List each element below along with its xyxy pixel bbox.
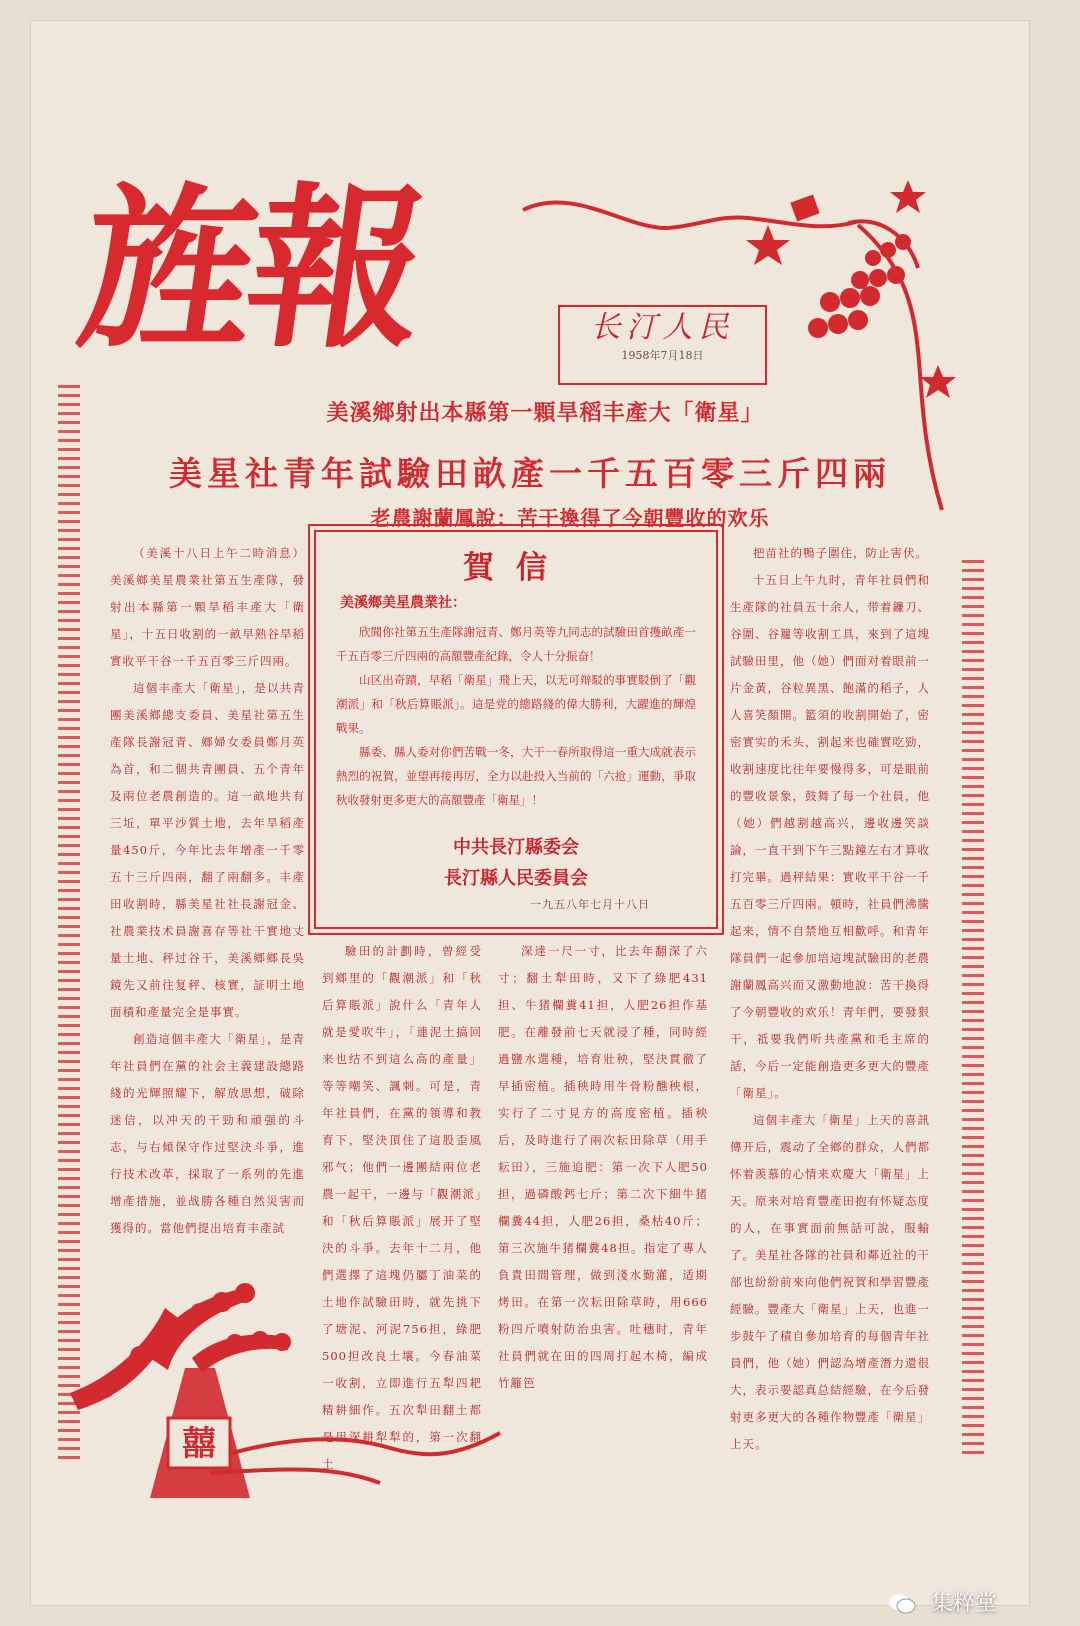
- masthead-title: 旌報: [67, 167, 431, 372]
- article-column-right: [730, 540, 930, 1480]
- headline-primary: 美溪鄉射出本縣第一顆旱稻丰產大「衛星」: [326, 400, 764, 426]
- watermark: [888, 1588, 1048, 1620]
- publisher-name: 长汀人民: [590, 310, 735, 345]
- article-paragraph: 驗田的計劃時，曾經受到鄉里的「觀潮派」和「秋后算賬派」說什么「青年人就是愛吹牛」，「連泥土搞回来也结不到這么高的產量」等等嘲笑、諷刺。可是，青年社員們，在黨的領導和教育下，堅決頂住了這股歪風邪气；他們一邊團結兩位老農一起干，一邊与「觀潮派」和「秋后算賬派」展开了堅決的斗爭。去年十二月，他們選擇了這塊仍屬丁油菜的土地作試驗田時，就先挑下了塘泥、河泥756担，綠肥500担改良土壤。今春油菜一收割，立即進行五犁四耙精耕細作。五次犁田翻土都是用深耕犁犁的，第一次翻土: [322, 944, 482, 1471]
- article-paragraph: 這個丰產大「衛星」上天的喜訊傳开后，震动了全鄉的群众，人們都怀着羨慕的心情来欢慶大「衛星」上天。原来对培育豐產田抱有怀疑态度的人，在事實面前無話可說，服輸了。美星社各隊的社員和鄰近社的干部也紛紛前來向他們祝賀和學習豐產經驗。豐產大「衛星」上天，也進一步鼓午了積自參加培育的每個青年社員們，他（她）們認為增產潛力還很大，表示要認真总結經驗，在今后發射更多更大的各種作物豐產「衛星」上天。: [730, 1113, 930, 1451]
- harvest-sheaf-decoration: [50, 1228, 520, 1508]
- letter-signer: 中共長汀縣委会: [453, 837, 579, 858]
- issue-date: 1958年7月18日: [621, 349, 704, 362]
- article-paragraph: 十五日上午九时，青年社員們和生產隊的社員五十余人，带着鐮刀、谷圍、谷籮等收割工具，來到了這塊試驗田里，他（她）們面对着眼前一片金黃，谷粒異黑、飽滿的稻子，人人喜笑顏開。籃須的收割開始了，密密實实的禾头，割起来也確實吃勁，收割速度比往年要慢得多，可是眼前的豐收景象，鼓舞了每一个社員，他（她）們越割越高兴，邊收邊笑談論，一直干到下午三點鐘左右才算收打完畢。過秤結果：實收平干谷一千五百零三斤四兩。頓時，社員們沸騰起来，情不自禁地互相歡呼。和青年隊員們一起參加培這塊試驗田的老農謝蘭鳳高兴而又激動地說：苦干換得了今朝豐收的欢乐！青年們，要發狠干，祗要我們听共產黨和毛主席的話，今后一定能創造更多更大的豐產「衛星」。: [730, 573, 930, 1100]
- article-paragraph: （美溪十八日上午二時消息）美溪鄉美星農業社第五生產隊，發射出本縣第一顆旱稻丰產大「衛星」，十五日收割的一畝早熟谷旱稻實收平干谷一千五百零三斤四兩。: [110, 546, 305, 668]
- article-paragraph: 這個丰產大「衛星」，是以共青團美溪鄉總支委員、美星社第五生產隊長謝冠青、鄉婦女委員鄭月英為首，和二個共青團員、五个青年及兩位老農創造的。這一畝地共有三坵，單平沙質土地，去年旱稻產量450斤，今年比去年增產一千零五十三斤四兩，翻了兩翻多。丰產田收割時，縣美星社社長謝冠金、社農業技术員謝喜存等社干實地丈量土地、秤过谷干，美溪鄉鄉長吳鏡先又前往复秤、核實，証明土地面積和產量完全是事實。: [110, 681, 305, 1019]
- letter-paragraph: 欣聞你社第五生產隊謝冠青、鄭月英等九同志的試驗田首擭畝產一千五百零三斤四兩的高額豐產紀錄，令人十分振奋！: [336, 625, 696, 663]
- letter-signers: [316, 832, 716, 894]
- letter-paragraph: 山区出奇蹟，早稻「衛星」飛上天，以无可辩駁的事實駁倒了「觀潮派」和「秋后算賬派」。這是党的總路綫的偉大勝利，大躍進的輝煌戰果。: [336, 673, 696, 735]
- letter-recipient: 美溪鄉美星農業社：: [340, 595, 466, 611]
- wheat-ribbon-decoration: [518, 180, 973, 555]
- headline-secondary: 老農謝蘭鳳說：苦干換得了今朝豐收的欢乐: [370, 506, 770, 530]
- article-column-lower-2: [498, 938, 708, 1390]
- sheaf-label: 囍: [182, 1424, 216, 1464]
- right-decorative-border: [962, 560, 984, 1460]
- chat-icon: [888, 1592, 916, 1616]
- letter-paragraph: 縣委、縣人委对你們苦戰一冬，大干一春所取得這一重大成就表示熱烈的祝賀，並望再接再厉，全力以赴投入当前的「六抢」運動，爭取秋收發射更多更大的高額豐產「衛星」！: [336, 745, 696, 807]
- headline-main: 美星社青年試驗田畝產一千五百零三斤四兩: [169, 454, 891, 493]
- watermark-label: 集粹堂: [931, 1591, 998, 1616]
- congratulatory-letter: [314, 530, 718, 929]
- article-paragraph: 深達一尺一寸，比去年翻深了六寸；翻土犁田時，又下了綠肥431担、牛猪欄糞41担，人肥26担作基肥。在離發前七天就浸了種，同時經過鹽水選種，培育壯秧，堅決貫徹了早插密植。插秧時用牛骨粉醮秧根，实行了二寸見方的高度密植。插秧后，及時進行了兩次耘田除草（用手耘田），三施追肥：第一次下人肥50担，過磷酸鈣七斤；第二次下細牛猪欄糞44担，人肥26担，桑枯40斤；第三次施牛猪欄糞48担。指定了專人負責田間管理，做到淺水勤灌，适期烤田。在第一次耘田除草時，用666粉四斤噴射防治虫害。吐穗时，青年社員們就在田的四周打起木椅，編成竹籬笆: [498, 944, 708, 1390]
- article-paragraph: 把苗社的鴨子圍住，防止害伏。: [753, 546, 928, 560]
- article-paragraph: 創造這個丰產大「衛星」，是青年社員們在黨的社会主義建設總路綫的光輝照耀下，解放思想，破除迷信，以冲天的干勁和頑强的斗志，与右傾保守作过堅決斗爭，進行技术改革，採取了一系列的先進增產措施，並战勝各種自然災害而獲得的。當他們提出培育丰產試: [110, 1032, 305, 1235]
- letter-body: [336, 620, 696, 812]
- letter-date: 一九五八年七月十八日: [530, 898, 650, 911]
- article-column-left: [110, 540, 305, 1250]
- letter-signer: 長汀縣人民委員会: [444, 868, 588, 889]
- letter-title: 賀信: [463, 550, 569, 586]
